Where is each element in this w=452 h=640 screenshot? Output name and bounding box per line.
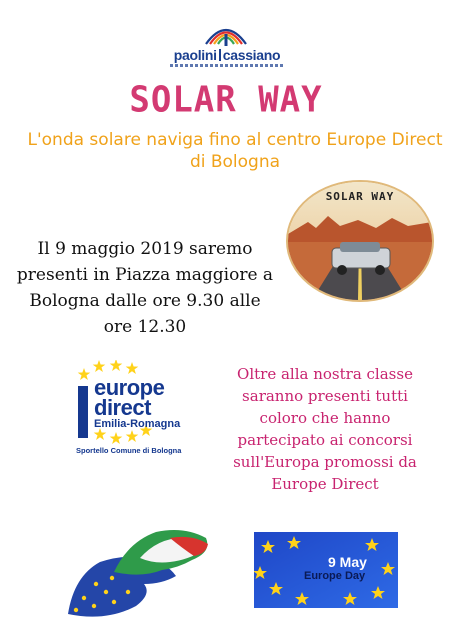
europe-direct-office: Sportello Comune di Bologna: [76, 446, 182, 455]
solar-way-badge-label: SOLAR WAY: [325, 190, 395, 203]
event-details: Il 9 maggio 2019 saremo presenti in Piazza maggiore a Bologna dalle ore 9.30 alle ore 12.30: [16, 239, 274, 337]
eu-italy-hands-image: [66, 518, 214, 622]
tree-emblem-icon: [202, 22, 250, 48]
school-name: paolini cassiano: [173, 47, 281, 63]
europe-direct-bar: [78, 386, 88, 438]
europe-direct-logo: [74, 360, 186, 460]
europe-day-banner: [254, 532, 398, 608]
europe-direct-region: Emilia-Romagna: [94, 418, 181, 430]
logo-tagline-decoration: [170, 64, 284, 67]
europe-day-date: 9 May: [328, 554, 367, 570]
europe-direct-title: europe direct: [94, 375, 165, 420]
europe-day-label: Europe Day: [304, 570, 366, 582]
school-logo: [168, 22, 286, 70]
subtitle: L'onda solare naviga fino al centro Europe Direct di Bologna: [27, 130, 443, 172]
page-title: SOLAR WAY: [129, 79, 323, 121]
info-text: Oltre alla nostra classe saranno presenti tutti coloro che hanno partecipato ai concorsi sull'Europa promossi da Europe Direct: [233, 365, 417, 493]
solar-car-image: [286, 180, 434, 302]
